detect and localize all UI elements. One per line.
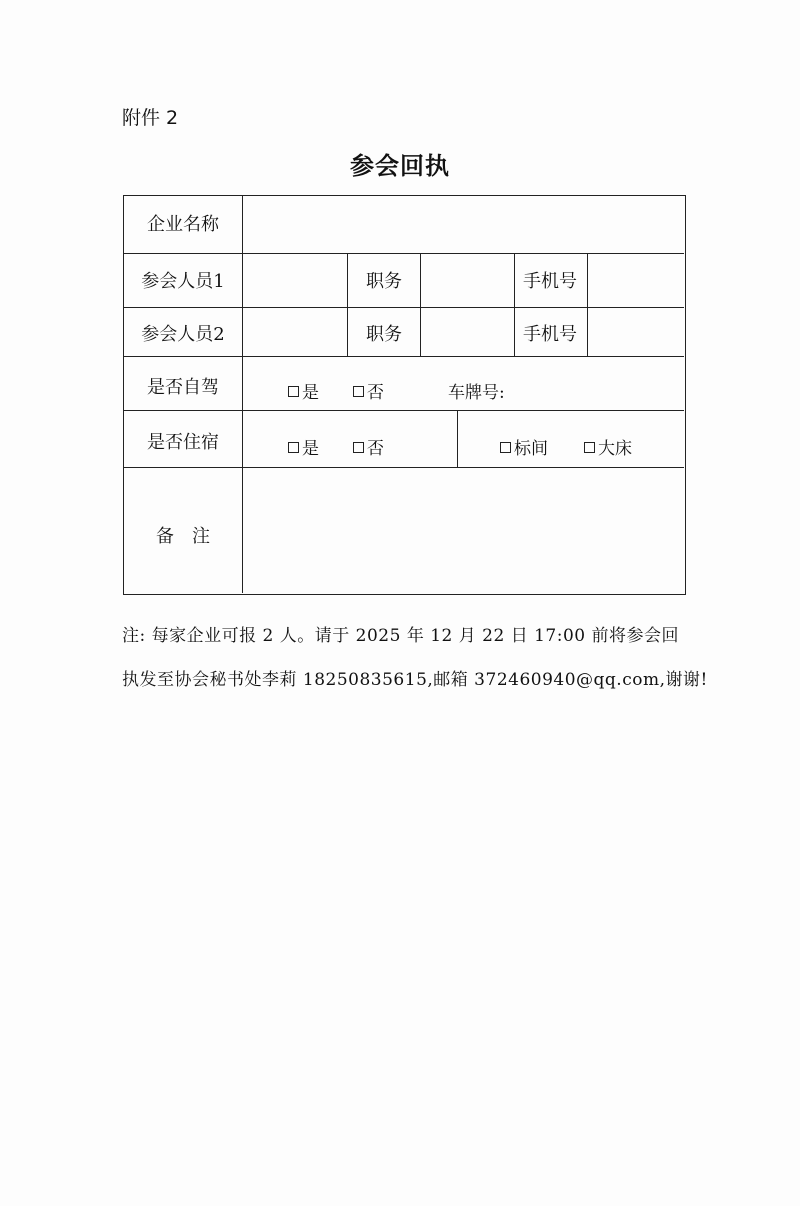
checkbox-icon[interactable] bbox=[288, 386, 299, 397]
company-name-field[interactable] bbox=[244, 196, 682, 252]
attendee1-name-field[interactable] bbox=[244, 255, 346, 306]
attendee1-phone-field[interactable] bbox=[589, 255, 682, 306]
lodging-no-option[interactable] bbox=[353, 434, 384, 459]
option-label: 是 bbox=[302, 383, 319, 403]
company-name-label: 企业名称 bbox=[147, 214, 219, 235]
attendee2-phone-field[interactable] bbox=[589, 309, 682, 355]
option-label: 大床 bbox=[598, 439, 632, 459]
checkbox-icon[interactable] bbox=[584, 442, 595, 453]
plate-number-label: 车牌号: bbox=[448, 383, 505, 403]
attachment-label: 附件 2 bbox=[122, 107, 179, 129]
attendee1-label: 参会人员1 bbox=[141, 271, 225, 292]
row-divider bbox=[124, 410, 684, 411]
column-divider bbox=[514, 253, 515, 356]
self-drive-no-option[interactable] bbox=[353, 378, 384, 403]
attendee2-name-field[interactable] bbox=[244, 309, 346, 355]
attendee1-phone-label: 手机号 bbox=[523, 271, 577, 292]
attendee2-label: 参会人员2 bbox=[141, 324, 225, 345]
standard-room-option[interactable] bbox=[500, 434, 548, 459]
option-label: 标间 bbox=[514, 439, 548, 459]
page-title: 参会回执 bbox=[350, 152, 450, 180]
king-bed-option[interactable] bbox=[584, 434, 632, 459]
checkbox-icon[interactable] bbox=[353, 442, 364, 453]
attendee2-phone-label: 手机号 bbox=[523, 324, 577, 345]
attendee2-position-field[interactable] bbox=[422, 309, 513, 355]
option-label: 是 bbox=[302, 439, 319, 459]
self-drive-label: 是否自驾 bbox=[147, 377, 219, 398]
column-divider bbox=[347, 253, 348, 356]
self-drive-yes-option[interactable] bbox=[288, 378, 319, 403]
attendee1-position-field[interactable] bbox=[422, 255, 513, 306]
plate-number-field[interactable] bbox=[524, 366, 674, 402]
attendee1-position-label: 职务 bbox=[366, 271, 402, 292]
lodging-yes-option[interactable] bbox=[288, 434, 319, 459]
registration-form-table bbox=[123, 195, 686, 595]
remarks-label: 备 注 bbox=[156, 526, 210, 547]
column-divider bbox=[457, 410, 458, 467]
remarks-field[interactable] bbox=[244, 469, 682, 591]
note-line-1: 注: 每家企业可报 2 人。请于 2025 年 12 月 22 日 17:00 前将参会回 bbox=[122, 626, 680, 646]
checkbox-icon[interactable] bbox=[353, 386, 364, 397]
option-label: 否 bbox=[367, 439, 384, 459]
option-label: 否 bbox=[367, 383, 384, 403]
checkbox-icon[interactable] bbox=[288, 442, 299, 453]
row-divider bbox=[124, 356, 684, 357]
checkbox-icon[interactable] bbox=[500, 442, 511, 453]
attendee2-position-label: 职务 bbox=[366, 324, 402, 345]
note-line-2: 执发至协会秘书处李莉 18250835615,邮箱 372460940@qq.com,谢谢! bbox=[122, 670, 708, 690]
lodging-label: 是否住宿 bbox=[147, 432, 219, 453]
